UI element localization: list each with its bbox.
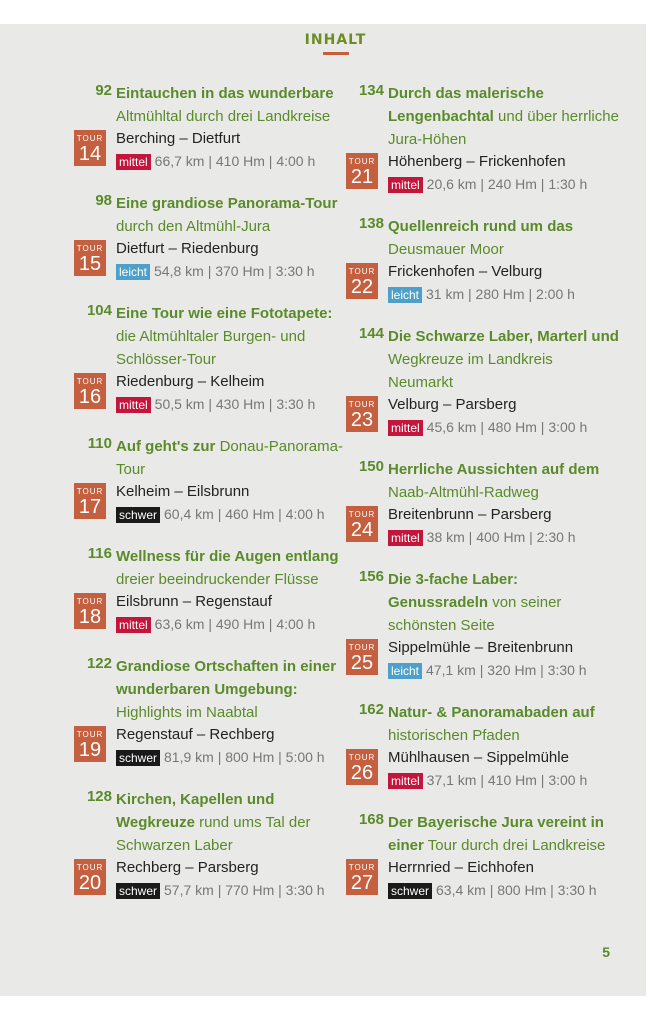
- tour-badge: [74, 373, 106, 409]
- difficulty-badge: mittel: [388, 530, 423, 546]
- tour-badge-number: 26: [350, 762, 374, 784]
- entry-title: [388, 215, 620, 261]
- tour-badge-number: 14: [78, 143, 102, 165]
- entry-title-bold: Wellness für die Augen entlang: [116, 548, 339, 565]
- left-column: [78, 82, 348, 921]
- entry-stats-text: 54,8 km | 370 Hm | 3:30 h: [154, 263, 315, 279]
- entry-title-bold: Die Schwarze Laber, Marterl und: [388, 328, 619, 345]
- entry-stats-text: 81,9 km | 800 Hm | 5:00 h: [164, 749, 325, 765]
- entry-title: [116, 655, 348, 724]
- tour-badge-number: 24: [350, 519, 374, 541]
- tour-badge-number: 17: [78, 496, 102, 518]
- entry-page-number: 92: [95, 82, 112, 99]
- entry-title: [388, 701, 620, 747]
- entry-route: Velburg – Parsberg: [388, 396, 517, 413]
- tour-badge: [74, 240, 106, 276]
- entry-stats: [116, 260, 348, 282]
- entry-page-number: 134: [358, 82, 384, 99]
- tour-badge-label: TOUR: [348, 400, 376, 409]
- entry-stats: [388, 416, 620, 438]
- entry-title: [116, 545, 348, 591]
- tour-badge: [346, 396, 378, 432]
- entry-title-bold: Auf geht's zur: [116, 438, 216, 455]
- entry-title-bold: Kirchen, Kapellen und Wegkreuze: [116, 791, 275, 831]
- tour-badge: [346, 153, 378, 189]
- title-underline: [323, 52, 349, 55]
- tour-badge-label: TOUR: [348, 753, 376, 762]
- entry-stats-text: 63,6 km | 490 Hm | 4:00 h: [154, 616, 316, 632]
- tour-badge-label: TOUR: [348, 643, 376, 652]
- entry-title-bold: Eine Tour wie eine Fototapete:: [116, 305, 333, 322]
- difficulty-badge: mittel: [388, 177, 423, 193]
- toc-page: [0, 24, 646, 996]
- entry-title: [388, 458, 620, 504]
- difficulty-badge: mittel: [116, 397, 151, 413]
- tour-badge-label: TOUR: [348, 510, 376, 519]
- entry-title-bold: Durch das malerische Lengenbachtal: [388, 85, 544, 125]
- tour-badge-label: TOUR: [348, 863, 376, 872]
- toc-entry[interactable]: [350, 325, 620, 438]
- entry-title: [388, 568, 620, 637]
- difficulty-badge: leicht: [116, 264, 150, 280]
- tour-badge: [74, 483, 106, 519]
- entry-route: Dietfurt – Riedenburg: [116, 240, 259, 257]
- entry-title-bold: Der Bayerische Jura vereint in einer: [388, 814, 604, 854]
- entry-stats: [116, 879, 348, 901]
- tour-badge-label: TOUR: [76, 244, 104, 253]
- entry-page-number: 110: [87, 435, 112, 452]
- entry-route: Herrnried – Eichhofen: [388, 859, 534, 876]
- entry-stats-text: 50,5 km | 430 Hm | 3:30 h: [154, 396, 316, 412]
- entry-page-number: 168: [358, 811, 384, 828]
- entry-route: Mühlhausen – Sippelmühle: [388, 749, 569, 766]
- entry-title: [388, 325, 620, 394]
- toc-entry[interactable]: [350, 82, 620, 195]
- difficulty-badge: schwer: [388, 883, 432, 899]
- entry-title-rest: Deusmauer Moor: [388, 241, 504, 258]
- entry-stats-text: 20,6 km | 240 Hm | 1:30 h: [426, 176, 588, 192]
- entry-route: Breitenbrunn – Parsberg: [388, 506, 552, 523]
- entry-stats-text: 57,7 km | 770 Hm | 3:30 h: [164, 882, 325, 898]
- entry-route: Eilsbrunn – Regenstauf: [116, 593, 272, 610]
- entry-title: [116, 82, 348, 128]
- difficulty-badge: schwer: [116, 507, 160, 523]
- entry-title: [116, 192, 348, 238]
- entry-title-bold: Grandiose Ortschaften in einer wunderbaren Umgebung:: [116, 658, 337, 698]
- entry-title-bold: Quellenreich rund um das: [388, 218, 574, 235]
- entry-title-rest: von seiner schönsten Seite: [388, 594, 562, 634]
- entry-stats-text: 45,6 km | 480 Hm | 3:00 h: [426, 419, 588, 435]
- difficulty-badge: leicht: [388, 287, 422, 303]
- entry-stats-text: 38 km | 400 Hm | 2:30 h: [426, 529, 576, 545]
- tour-badge: [74, 859, 106, 895]
- toc-entry[interactable]: [78, 302, 348, 415]
- entry-route: Riedenburg – Kelheim: [116, 373, 265, 390]
- entry-page-number: 162: [358, 701, 384, 718]
- entry-route: Rechberg – Parsberg: [116, 859, 259, 876]
- entry-title-rest: dreier beeindruckender Flüsse: [116, 571, 319, 588]
- entry-route: Kelheim – Eilsbrunn: [116, 483, 250, 500]
- toc-entry[interactable]: [78, 435, 348, 525]
- toc-entry[interactable]: [78, 545, 348, 635]
- entry-route: Höhenberg – Frickenhofen: [388, 153, 566, 170]
- tour-badge: [346, 263, 378, 299]
- entry-stats: [388, 879, 620, 901]
- entry-stats: [388, 769, 620, 791]
- tour-badge-label: TOUR: [348, 157, 376, 166]
- tour-badge-number: 19: [78, 739, 102, 761]
- toc-entry[interactable]: [350, 458, 620, 548]
- tour-badge-number: 22: [350, 276, 374, 298]
- toc-entry[interactable]: [350, 811, 620, 901]
- entry-title-rest: historischen Pfaden: [388, 727, 520, 744]
- entry-title: [388, 811, 620, 857]
- entry-title-rest: Highlights im Naabtal: [116, 704, 258, 721]
- entry-title-rest: rund ums Tal der Schwarzen Laber: [116, 814, 311, 854]
- tour-badge-label: TOUR: [76, 134, 104, 143]
- difficulty-badge: mittel: [116, 617, 151, 633]
- entry-route: Frickenhofen – Velburg: [388, 263, 543, 280]
- entry-route: Berching – Dietfurt: [116, 130, 241, 147]
- toc-entry[interactable]: [350, 701, 620, 791]
- entry-stats: [388, 173, 620, 195]
- entry-page-number: 104: [86, 302, 112, 319]
- difficulty-badge: schwer: [116, 883, 160, 899]
- difficulty-badge: leicht: [388, 663, 422, 679]
- toc-entry[interactable]: [78, 788, 348, 901]
- difficulty-badge: mittel: [116, 154, 151, 170]
- entry-title: [116, 435, 348, 481]
- entry-stats-text: 66,7 km | 410 Hm | 4:00 h: [154, 153, 316, 169]
- entry-title-rest: die Altmühltaler Burgen- und Schlösser-Tour: [116, 328, 306, 368]
- difficulty-badge: mittel: [388, 420, 423, 436]
- entry-title: [388, 82, 620, 151]
- entry-stats: [388, 659, 620, 681]
- toc-header: [0, 32, 671, 55]
- entry-title-rest: durch den Altmühl-Jura: [116, 218, 271, 235]
- tour-badge-number: 20: [78, 872, 102, 894]
- entry-title-rest: Altmühltal durch drei Landkreise: [116, 108, 331, 125]
- tour-badge-label: TOUR: [76, 597, 104, 606]
- entry-stats-text: 60,4 km | 460 Hm | 4:00 h: [164, 506, 325, 522]
- tour-badge-number: 27: [350, 872, 374, 894]
- entry-page-number: 122: [86, 655, 112, 672]
- entry-stats: [116, 150, 348, 172]
- entry-stats-text: 31 km | 280 Hm | 2:00 h: [426, 286, 575, 302]
- tour-badge-number: 25: [350, 652, 374, 674]
- entry-title-bold: Eintauchen in das wunderbare: [116, 85, 334, 102]
- toc-entry[interactable]: [78, 192, 348, 282]
- tour-badge-number: 21: [350, 166, 374, 188]
- entry-stats-text: 37,1 km | 410 Hm | 3:00 h: [426, 772, 588, 788]
- tour-badge: [346, 506, 378, 542]
- entry-title-rest: Wegkreuze im Landkreis Neumarkt: [388, 351, 553, 391]
- tour-badge-label: TOUR: [76, 377, 104, 386]
- entry-title-rest: Naab-Altmühl-Radweg: [388, 484, 539, 501]
- entry-page-number: 144: [358, 325, 384, 342]
- difficulty-badge: mittel: [388, 773, 423, 789]
- entry-stats: [388, 283, 620, 305]
- tour-badge-number: 18: [78, 606, 102, 628]
- entry-page-number: 128: [86, 788, 112, 805]
- toc-entry[interactable]: [350, 568, 620, 681]
- tour-badge-number: 15: [78, 253, 102, 275]
- entry-title-rest: Tour durch drei Landkreise: [427, 837, 606, 854]
- entry-page-number: 116: [87, 545, 112, 562]
- tour-badge-label: TOUR: [76, 863, 104, 872]
- tour-badge: [74, 130, 106, 166]
- entry-stats: [116, 503, 348, 525]
- entry-page-number: 138: [358, 215, 384, 232]
- tour-badge-number: 16: [78, 386, 102, 408]
- page-number: 5: [602, 944, 610, 960]
- tour-badge: [74, 726, 106, 762]
- entry-title: [116, 302, 348, 371]
- tour-badge-label: TOUR: [76, 487, 104, 496]
- entry-stats-text: 63,4 km | 800 Hm | 3:30 h: [436, 882, 597, 898]
- entry-title: [116, 788, 348, 857]
- entry-page-number: 150: [358, 458, 384, 475]
- tour-badge-label: TOUR: [76, 730, 104, 739]
- entry-stats-text: 47,1 km | 320 Hm | 3:30 h: [426, 662, 587, 678]
- entry-stats: [116, 746, 348, 768]
- entry-title-bold: Natur- & Panoramabaden auf: [388, 704, 595, 721]
- entry-title-bold: Eine grandiose Panorama-Tour: [116, 195, 338, 212]
- toc-entry[interactable]: [78, 655, 348, 768]
- tour-badge: [74, 593, 106, 629]
- entry-title-bold: Herrliche Aussichten auf dem: [388, 461, 600, 478]
- entry-title-bold: Die 3-fache Laber: Genussradeln: [388, 571, 519, 611]
- entry-page-number: 98: [95, 192, 112, 209]
- entry-stats: [388, 526, 620, 548]
- tour-badge: [346, 639, 378, 675]
- toc-entry[interactable]: [350, 215, 620, 305]
- entry-title-rest: und über herrliche Jura-Höhen: [388, 108, 619, 148]
- difficulty-badge: schwer: [116, 750, 160, 766]
- entry-title-rest: Donau-Panorama-Tour: [116, 438, 343, 478]
- entry-stats: [116, 393, 348, 415]
- entry-stats: [116, 613, 348, 635]
- tour-badge: [346, 749, 378, 785]
- toc-entry[interactable]: [78, 82, 348, 172]
- entry-route: Regenstauf – Rechberg: [116, 726, 275, 743]
- right-column: [350, 82, 620, 921]
- toc-title: INHALT: [304, 32, 367, 48]
- entry-route: Sippelmühle – Breitenbrunn: [388, 639, 574, 656]
- entry-page-number: 156: [358, 568, 384, 585]
- tour-badge-number: 23: [350, 409, 374, 431]
- tour-badge: [346, 859, 378, 895]
- tour-badge-label: TOUR: [348, 267, 376, 276]
